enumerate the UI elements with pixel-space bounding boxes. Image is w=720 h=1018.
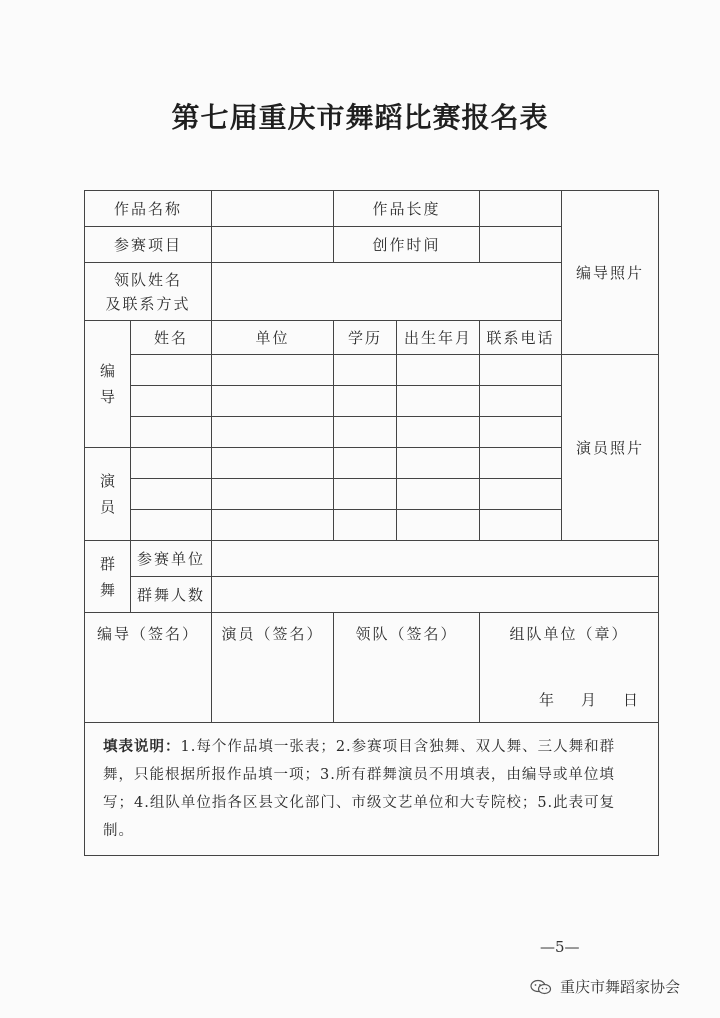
director-group-label [85,321,131,448]
sig-director[interactable]: 编导（签名） [85,613,212,723]
sig-unit[interactable] [480,613,659,723]
director-cell[interactable] [334,386,397,417]
sig-unit-label: 组队单位（章） [509,625,629,643]
performer-photo-box[interactable]: 演员照片 [562,355,659,541]
leader-label-line2: 及联系方式 [105,294,191,313]
ensemble-unit-field[interactable] [212,541,659,577]
header-unit: 单位 [212,321,334,355]
performer-cell[interactable] [131,479,212,510]
page-number: —5— [540,938,580,956]
performer-cell[interactable] [131,510,212,541]
work-length-field[interactable] [480,191,562,227]
header-phone: 联系电话 [480,321,562,355]
director-cell[interactable] [480,417,562,448]
director-cell[interactable] [212,355,334,386]
performer-cell[interactable] [480,510,562,541]
leader-field[interactable] [212,263,562,321]
director-cell[interactable] [212,417,334,448]
page-title: 第七届重庆市舞蹈比赛报名表 [171,101,549,134]
ensemble-unit-label: 参赛单位 [131,541,212,577]
director-cell[interactable] [334,355,397,386]
watermark [530,976,680,997]
performer-cell[interactable] [334,448,397,479]
work-name-label: 作品名称 [85,191,212,227]
director-group-text: 编导 [100,362,118,406]
director-cell[interactable] [480,386,562,417]
director-cell[interactable] [212,386,334,417]
ensemble-count-label: 群舞人数 [131,577,212,613]
performer-cell[interactable] [397,510,480,541]
director-cell[interactable] [397,417,480,448]
watermark-text: 重庆市舞蹈家协会 [560,978,681,996]
performer-cell[interactable] [480,448,562,479]
sig-performer[interactable]: 演员（签名） [212,613,334,723]
director-cell[interactable] [131,417,212,448]
creation-time-label: 创作时间 [334,227,480,263]
ensemble-group-label [85,541,131,613]
sig-leader[interactable]: 领队（签名） [334,613,480,723]
director-cell[interactable] [397,386,480,417]
performer-cell[interactable] [480,479,562,510]
director-cell[interactable] [334,417,397,448]
performer-cell[interactable] [212,448,334,479]
category-field[interactable] [212,227,334,263]
creation-time-field[interactable] [480,227,562,263]
performer-cell[interactable] [212,510,334,541]
performer-cell[interactable] [212,479,334,510]
header-name: 姓名 [131,321,212,355]
performer-cell[interactable] [334,479,397,510]
leader-label-line1: 领队姓名 [114,270,183,289]
ensemble-count-field[interactable] [212,577,659,613]
performer-cell[interactable] [397,448,480,479]
performer-group-text: 演员 [100,472,118,516]
category-label: 参赛项目 [85,227,212,263]
notes-text: 1.每个作品填一张表；2.参赛项目含独舞、双人舞、三人舞和群舞，只能根据所报作品填一项；3.所有群舞演员不用填表，由编导或单位填写；4.组队单位指各区县文化部门、市级文艺单位和大专院校；5.此表可复制。 [103,739,616,839]
director-cell[interactable] [131,355,212,386]
sig-date: 年 月 日 [539,691,645,709]
ensemble-group-text: 群舞 [100,554,118,599]
director-cell[interactable] [480,355,562,386]
leader-label [85,263,212,321]
director-photo-box[interactable]: 编导照片 [562,191,659,355]
performer-cell[interactable] [397,479,480,510]
wechat-icon [530,979,552,995]
performer-cell[interactable] [131,448,212,479]
header-education: 学历 [334,321,397,355]
work-length-label: 作品长度 [334,191,480,227]
performer-cell[interactable] [334,510,397,541]
notes-label: 填表说明： [103,738,181,755]
performer-group-label [85,448,131,541]
director-cell[interactable] [131,386,212,417]
registration-form [84,190,659,856]
header-birth: 出生年月 [397,321,480,355]
director-cell[interactable] [397,355,480,386]
notes-cell [85,723,659,856]
work-name-field[interactable] [212,191,334,227]
